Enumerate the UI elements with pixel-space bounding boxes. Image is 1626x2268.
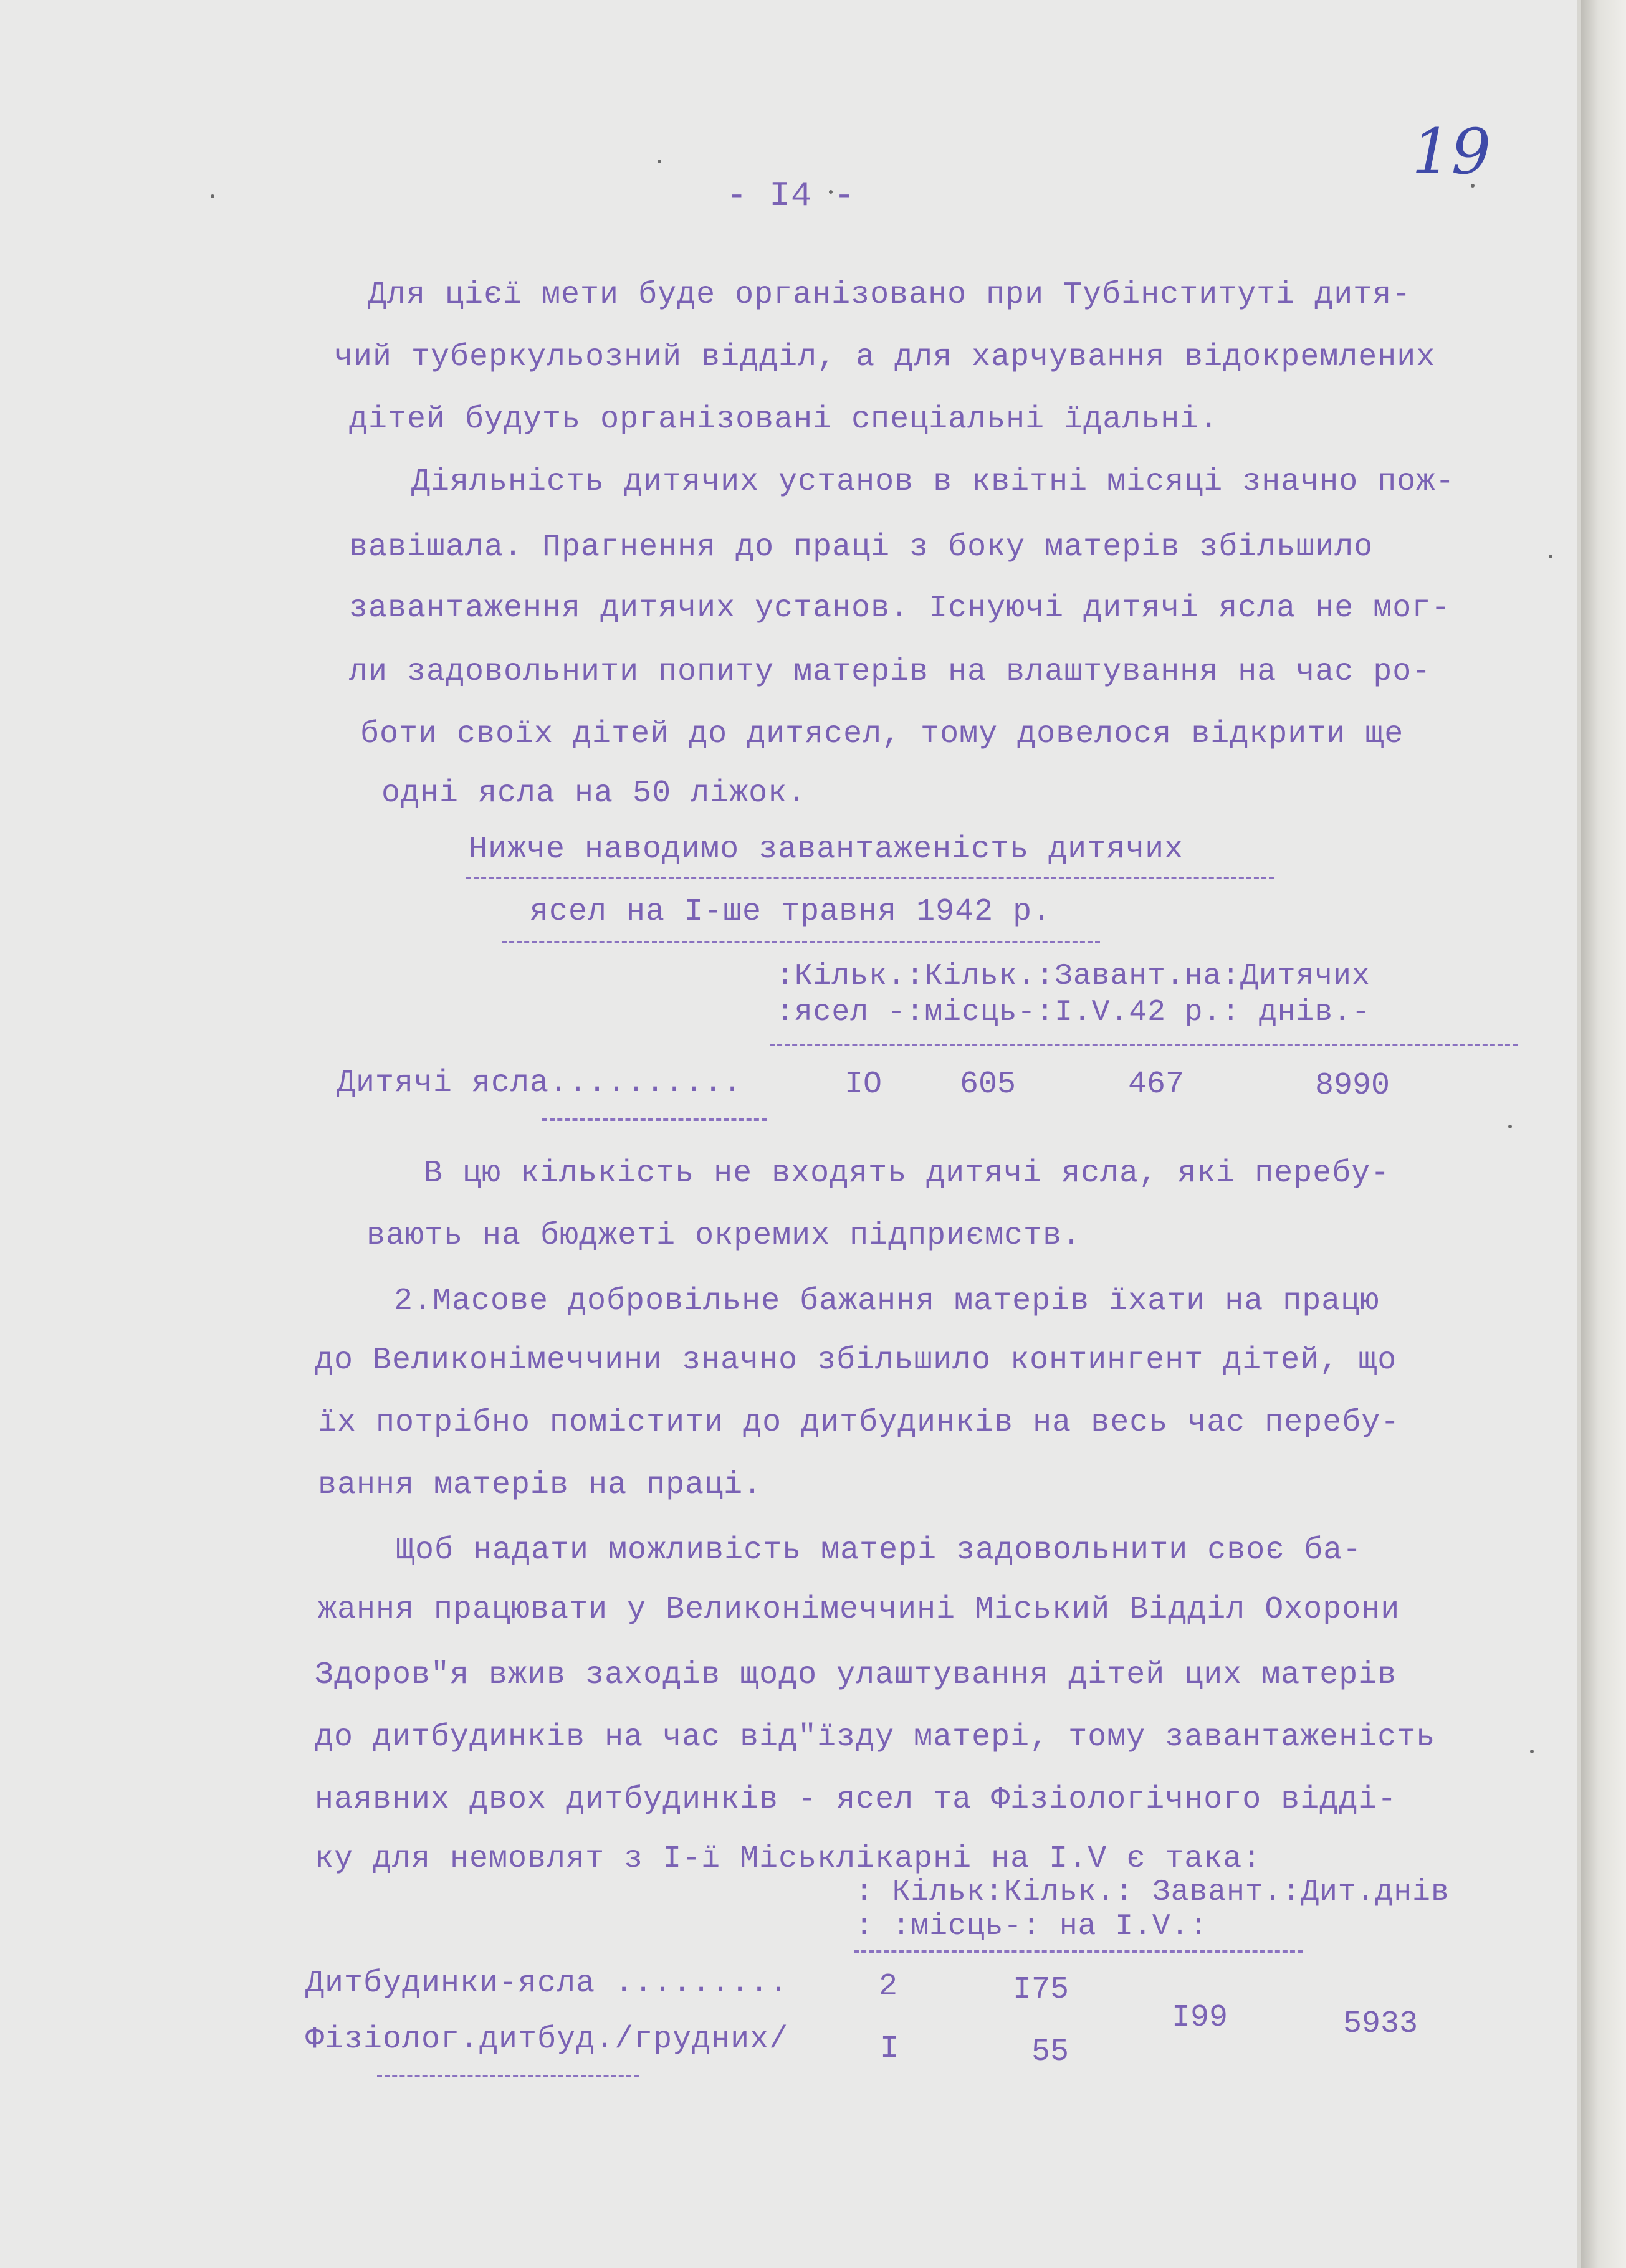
body-line: дітей будуть організовані спеціальні їдальні. <box>349 402 1219 437</box>
body-line: до Великонімеччини значно збільшило контингент дітей, що <box>315 1343 1397 1378</box>
speck <box>1508 1125 1512 1128</box>
body-line: до дитбудинків на час від"їзду матері, тому завантаженість <box>315 1720 1436 1755</box>
row-underline <box>542 1118 767 1121</box>
table-caption: ясел на І-ше травня 1942 р. <box>530 894 1052 930</box>
row-underline <box>377 2075 639 2077</box>
table-header: :Кільк.:Кільк.:Завант.на:Дитячих <box>776 960 1370 993</box>
archive-folio-number: 19 <box>1412 115 1491 188</box>
table-row-label: Дитячі ясла.......... <box>337 1065 743 1101</box>
caption-underline <box>466 877 1274 879</box>
body-line: вають на бюджеті окремих підприємств. <box>366 1218 1082 1254</box>
page-number: - I4 - <box>726 176 856 216</box>
body-line: ли задовольнити попиту матерів на влаштування на час ро- <box>349 654 1432 690</box>
body-line: Щоб надати можливість матері задовольнити своє ба- <box>396 1533 1362 1568</box>
table-cell: IO <box>844 1067 882 1102</box>
table-row-label: Дитбудинки-ясла ......... <box>305 1966 789 2001</box>
table-cell: 8990 <box>1315 1068 1390 1103</box>
body-line: чий туберкульозний відділ, а для харчування відокремлених <box>334 340 1436 375</box>
speck <box>658 160 661 163</box>
body-line: Здоров"я вжив заходів щодо улаштування дітей цих матерів <box>315 1657 1397 1693</box>
page-edge <box>1581 0 1626 2268</box>
body-line: їх потрібно помістити до дитбудинків на весь час перебу- <box>318 1405 1400 1441</box>
table-cell: 605 <box>960 1067 1016 1102</box>
body-line: 2.Масове добровільне бажання матерів їхати на працю <box>394 1284 1380 1319</box>
body-line: Для цієї мети буде організовано при Тубінституті дитя- <box>368 277 1412 313</box>
body-line: завантаження дитячих установ. Існуючі дитячі ясла не мог- <box>349 591 1451 626</box>
body-line: одні ясла на 50 ліжок. <box>381 776 807 811</box>
table-cell: I <box>880 2031 899 2067</box>
body-line: боти своїх дітей до дитясел, тому довелося відкрити ще <box>360 717 1404 752</box>
body-line: жання працювати у Великонімеччині Міський Відділ Охорони <box>318 1592 1400 1627</box>
speck <box>1549 555 1552 558</box>
table-row-label: Фізіолог.дитбуд./грудних/ <box>305 2022 789 2057</box>
header-rule <box>854 1950 1303 1953</box>
table-header: : :місць-: на I.V.: <box>855 1910 1208 1943</box>
caption-underline <box>502 941 1100 943</box>
speck <box>211 194 214 198</box>
body-line: ку для немовлят з І-ї Міськлікарні на I.V є така: <box>315 1841 1262 1877</box>
table-cell: I75 <box>1013 1972 1069 2008</box>
body-line: В цю кількість не входять дитячі ясла, які перебу- <box>424 1156 1390 1191</box>
table-cell: 5933 <box>1343 2006 1418 2042</box>
body-line: вання матерів на праці. <box>318 1467 763 1503</box>
table-cell: 2 <box>879 1969 898 2004</box>
body-line: наявних двох дитбудинків - ясел та Фізіологічного відді- <box>315 1782 1397 1818</box>
header-rule <box>770 1044 1518 1046</box>
table-cell: I99 <box>1172 2000 1228 2036</box>
body-line: вавішала. Прагнення до праці з боку матерів збільшило <box>349 530 1374 565</box>
table-caption: Нижче наводимо завантаженість дитячих <box>469 832 1184 867</box>
table-header: : Кільк:Кільк.: Завант.:Дит.днів <box>855 1875 1450 1909</box>
table-header: :ясел -:місць-:I.V.42 р.: днів.- <box>776 996 1370 1029</box>
body-line: Діяльність дитячих установ в квітні місяці значно пож- <box>411 464 1455 500</box>
table-cell: 55 <box>1031 2034 1069 2070</box>
table-cell: 467 <box>1128 1067 1185 1102</box>
speck <box>1530 1750 1534 1753</box>
